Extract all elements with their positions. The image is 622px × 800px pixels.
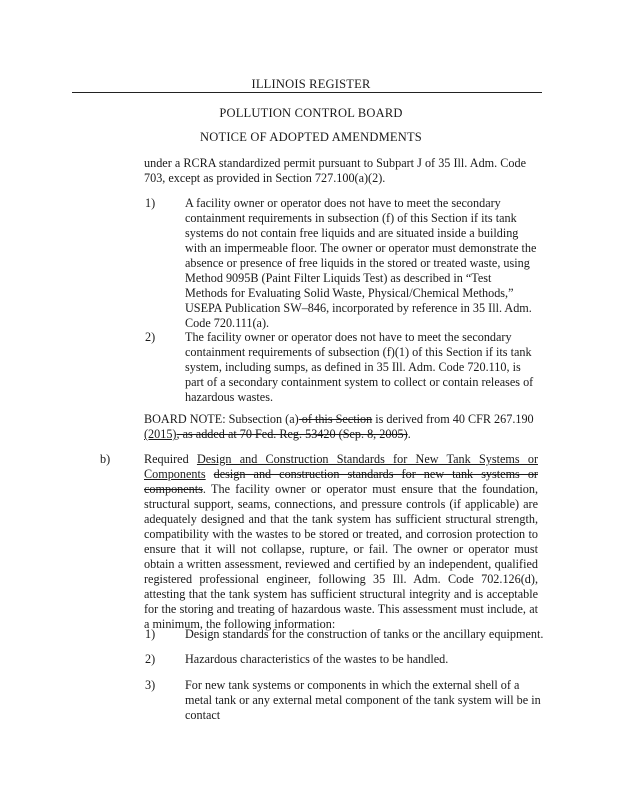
section-b-paragraph	[144, 452, 538, 632]
item-b2-text: Hazardous characteristics of the wastes to be handled.	[185, 652, 449, 666]
register-title: ILLINOIS REGISTER	[251, 77, 371, 91]
item-a1-text: A facility owner or operator does not have to meet the secondary containment requirements in subsection (f) of this Section if its tank systems do not contain free liquids and are situated inside a building with an impermeable floor. The owner or operator must demonstrate the absence or presence of free liquids in the stored or treated waste, using Method 9095B (Paint Filter Liquids Test) as described in “Test Methods for Evaluating Solid Waste, Physical/Chemical Methods,” USEPA Publication SW–846, incorporated by reference in 35 Ill. Adm. Code 720.111(a).	[185, 196, 537, 330]
item-a1-number: 1)	[145, 196, 156, 210]
section-b-deleted-heading: design and construction standards for new tank systems or components	[144, 467, 538, 496]
notice-title: NOTICE OF ADOPTED AMENDMENTS	[200, 130, 422, 144]
item-b2-number: 2)	[145, 652, 156, 666]
intro-paragraph: under a RCRA standardized permit pursuant to Subpart J of 35 Ill. Adm. Code 703, except as provided in Section 727.100(a)(2).	[144, 156, 526, 185]
section-b-body: . The facility owner or operator must ensure that the foundation, structural support, seams, connections, and pressure controls (if applicable) are adequately designed and that the tank system has sufficient structural strength, compatibility with the wastes to be stored or treated, and corrosion protection to ensure that it will not collapse, rupture, or fail. The owner or operator must obtain a written assessment, reviewed and certified by an independent, qualified registered professional engineer, following 35 Ill. Adm. Code 702.126(d), attesting that the tank system has sufficient structural integrity and is acceptable for the storing and treating of hazardous waste. This assessment must include, at a minimum, the following information:	[144, 482, 538, 631]
item-b1-text: Design standards for the construction of tanks or the ancillary equipment.	[185, 627, 544, 641]
board-title: POLLUTION CONTROL BOARD	[219, 106, 403, 120]
board-note-deleted-section: of this Section	[298, 412, 373, 426]
board-note-mid: is derived from 40 CFR 267.190	[372, 412, 534, 426]
board-note-end: .	[407, 427, 411, 441]
item-b3-number: 3)	[145, 678, 156, 692]
item-b3-text: For new tank systems or components in which the external shell of a metal tank or any external metal component of the tank system will be in contact	[185, 678, 541, 722]
item-b1-number: 1)	[145, 627, 156, 641]
board-note-lead: BOARD NOTE: Subsection (a)	[144, 412, 299, 426]
item-a2-number: 2)	[145, 330, 156, 344]
section-b-label: b)	[100, 452, 111, 466]
board-note-year: (2015)	[144, 427, 177, 441]
section-b-required: Required	[144, 452, 189, 466]
board-note-deleted-citation: , as added at 70 Fed. Reg. 53420 (Sep. 8, 2005)	[176, 427, 408, 441]
header-rule	[72, 92, 542, 93]
item-a2-text: The facility owner or operator does not have to meet the secondary containment requirements of subsection (f)(1) of this Section if its tank system, including sumps, as defined in 35 Ill. Adm. Code 720.110, is part of a secondary containment system to collect or contain releases of hazardous wastes.	[185, 330, 534, 404]
board-note	[144, 412, 544, 442]
section-b-new-heading: Design and Construction Standards for New Tank Systems or Components	[144, 452, 539, 481]
